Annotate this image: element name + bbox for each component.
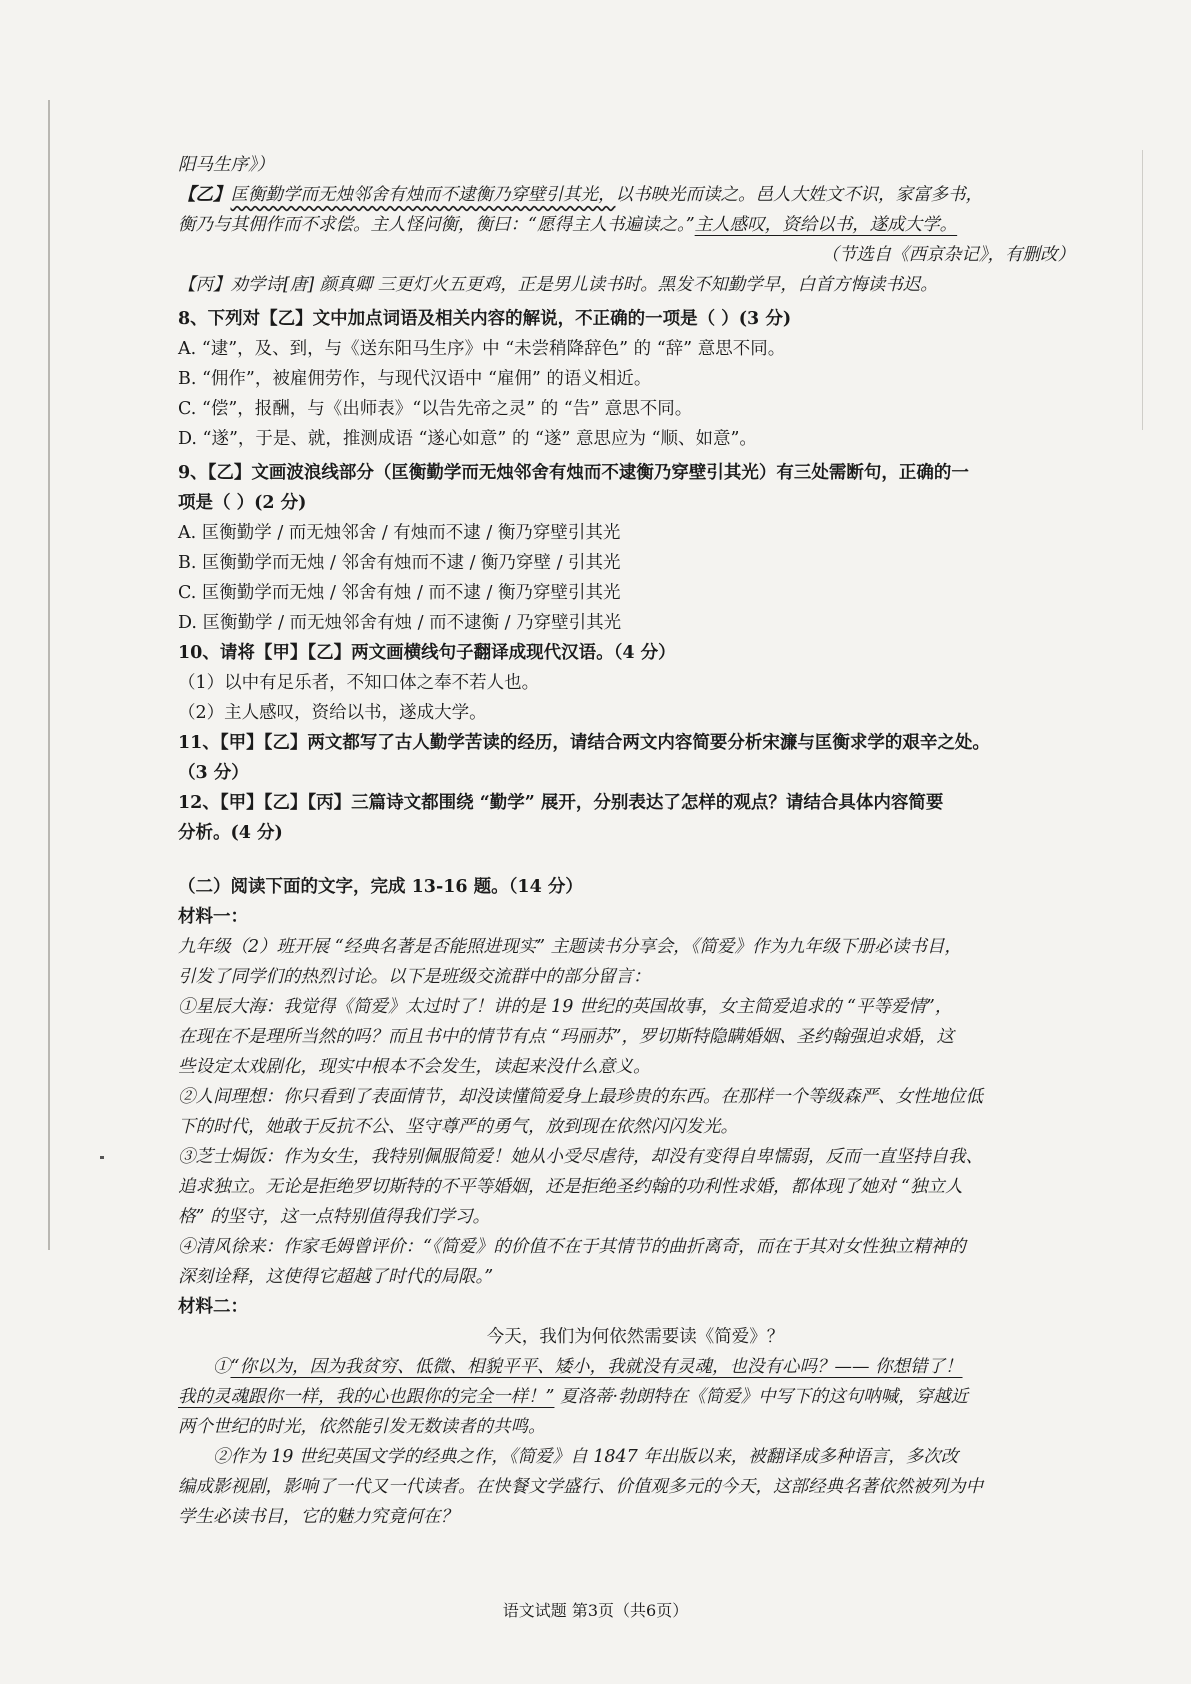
yi-text-1: 以书映光而读之。邑人大姓文不识，家富多书， — [615, 185, 983, 205]
material-2-para-2-line-1: ②作为 19 世纪英国文学的经典之作，《简爱》自 1847 年出版以来，被翻译成多种语言，多次改 — [213, 1447, 959, 1467]
question-11-stem-1: 11、【甲】【乙】两文都写了古人勤学苦读的经历，请结合两文内容简要分析宋濂与匡衡求学的艰辛之处。 — [178, 733, 990, 753]
q9-option-c: C. 匡衡勤学而无烛 / 邻舍有烛 / 而不逮 / 衡乃穿壁引其光 — [178, 583, 621, 603]
material-1-intro-1: 九年级（2）班开展 “经典名著是否能照进现实” 主题读书分享会，《简爱》作为九年级下册必读书目， — [178, 937, 962, 957]
exam-page — [178, 150, 1093, 1532]
material-2-para-1-line-3: 两个世纪的时光，依然能引发无数读者的共鸣。 — [178, 1417, 546, 1437]
scan-speck — [100, 1156, 104, 1159]
material-2-label: 材料二： — [178, 1297, 248, 1317]
section-2-heading: （二）阅读下面的文字，完成 13-16 题。（14 分） — [178, 877, 583, 897]
question-12-stem-2: 分析。(4 分) — [178, 823, 283, 843]
passage-yi — [178, 180, 1093, 210]
material-2-title: 今天，我们为何依然需要读《简爱》？ — [486, 1327, 785, 1347]
material-2-para-1-line-2 — [178, 1382, 1093, 1412]
right-edge-line — [1142, 150, 1143, 430]
q9-option-a: A. 匡衡勤学 / 而无烛邻舍 / 有烛而不逮 / 衡乃穿壁引其光 — [178, 523, 621, 543]
material-2-para-2-line-2: 编成影视剧，影响了一代又一代读者。在快餐文学盛行、价值观多元的今天，这部经典名著依然被列为中 — [178, 1477, 983, 1497]
q10-item-2: （2）主人感叹，资给以书，遂成大学。 — [178, 703, 487, 723]
material-1-label: 材料一： — [178, 907, 248, 927]
question-12-stem-1: 12、【甲】【乙】【丙】三篇诗文都围绕 “勤学” 展开，分别表达了怎样的观点？请结合具体内容简要 — [178, 793, 944, 813]
comment-3-line-1: ③芝士焗饭：作为女生，我特别佩服简爱！她从小受尽虐待，却没有变得自卑懦弱，反而一直坚持自我、 — [178, 1147, 983, 1167]
q8-option-b: B. “佣作”，被雇佣劳作，与现代汉语中 “雇佣” 的语义相近。 — [178, 369, 652, 389]
comment-2-line-1: ②人间理想：你只看到了表面情节，却没读懂简爱身上最珍贵的东西。在那样一个等级森严、女性地位低 — [178, 1087, 983, 1107]
binding-margin-line — [48, 100, 50, 1250]
material-2-para-2-line-3: 学生必读书目，它的魅力究竟何在？ — [178, 1507, 458, 1527]
q10-item-1: （1）以中有足乐者，不知口体之奉不若人也。 — [178, 673, 540, 693]
comment-3-line-2: 追求独立。无论是拒绝罗切斯特的不平等婚姻，还是拒绝圣约翰的功利性求婚，都体现了她对 “独立人 — [178, 1177, 963, 1197]
yi-text-2: 衡乃与其佣作而不求偿。主人怪问衡，衡曰：“愿得主人书遍读之。” — [178, 215, 695, 235]
question-9-stem-2: 项是（ ）(2 分) — [178, 493, 307, 513]
question-11-stem-2: （3 分） — [178, 763, 249, 783]
yi-wavy-text: 匡衡勤学而无烛邻舍有烛而不逮衡乃穿壁引其光， — [230, 185, 616, 205]
q9-option-d: D. 匡衡勤学 / 而无烛邻舍有烛 / 而不逮衡 / 乃穿壁引其光 — [178, 613, 622, 633]
comment-1-line-2: 在现在不是理所当然的吗？而且书中的情节有点 “玛丽苏”，罗切斯特隐瞒婚姻、圣约翰强迫求婚，这 — [178, 1027, 954, 1047]
question-10-stem: 10、请将【甲】【乙】两文画横线句子翻译成现代汉语。（4 分） — [178, 643, 676, 663]
material-2-para-1-line-1 — [178, 1352, 1093, 1382]
comment-1-line-3: 些设定太戏剧化，现实中根本不会发生，读起来没什么意义。 — [178, 1057, 651, 1077]
material-1-intro-2: 引发了同学们的热烈讨论。以下是班级交流群中的部分留言： — [178, 967, 651, 987]
para-1-rest: 夏洛蒂·勃朗特在《简爱》中写下的这句呐喊，穿越近 — [554, 1387, 969, 1407]
comment-3-line-3: 格” 的坚守，这一点特别值得我们学习。 — [178, 1207, 491, 1227]
passage-bing: 【丙】劝学诗[唐] 颜真卿 三更灯火五更鸡，正是男儿读书时。黑发不知勤学早，白首方悔读书迟。 — [178, 275, 938, 295]
passage-yi-line2 — [178, 210, 1093, 240]
passage-tail: 阳马生序》） — [178, 155, 275, 175]
page-footer: 语文试题 第3页（共6页） — [502, 1601, 689, 1620]
q9-option-b: B. 匡衡勤学而无烛 / 邻舍有烛而不逮 / 衡乃穿壁 / 引其光 — [178, 553, 621, 573]
para-1-quote-1: “你以为，因为我贫穷、低微、相貌平平、矮小，我就没有灵魂，也没有心吗？—— 你想错了！ — [230, 1357, 963, 1377]
section-gap — [178, 848, 1093, 872]
para-1-number: ① — [213, 1357, 231, 1377]
q8-option-d: D. “遂”，于是、就，推测成语 “遂心如意” 的 “遂” 意思应为 “顺、如意”。 — [178, 429, 757, 449]
yi-source: （节选自《西京杂记》，有删改） — [821, 245, 1075, 265]
question-8-stem: 8、下列对【乙】文中加点词语及相关内容的解说，不正确的一项是（ ）(3 分) — [178, 309, 792, 329]
comment-2-line-2: 下的时代，她敢于反抗不公、坚守尊严的勇气，放到现在依然闪闪发光。 — [178, 1117, 738, 1137]
yi-underlined-text: 主人感叹，资给以书，遂成大学。 — [694, 215, 958, 235]
question-9-stem-1: 9、【乙】文画波浪线部分（匡衡勤学而无烛邻舍有烛而不逮衡乃穿壁引其光）有三处需断句，正确的一 — [178, 463, 969, 483]
comment-1-line-1: ①星辰大海：我觉得《简爱》太过时了！讲的是 19 世纪的英国故事，女主简爱追求的 “平等爱情”， — [178, 997, 953, 1017]
q8-option-c: C. “偿”，报酬，与《出师表》“以告先帝之灵” 的 “告” 意思不同。 — [178, 399, 693, 419]
para-1-quote-2: 我的灵魂跟你一样，我的心也跟你的完全一样！” — [178, 1387, 555, 1407]
comment-4-line-2: 深刻诠释，这使得它超越了时代的局限。” — [178, 1267, 494, 1287]
q8-option-a: A. “逮”，及、到，与《送东阳马生序》中 “未尝稍降辞色” 的 “辞” 意思不同。 — [178, 339, 786, 359]
yi-label: 【乙】 — [178, 185, 231, 205]
comment-4-line-1: ④清风徐来：作家毛姆曾评价：“《简爱》的价值不在于其情节的曲折离奇，而在于其对女性独立精神的 — [178, 1237, 966, 1257]
